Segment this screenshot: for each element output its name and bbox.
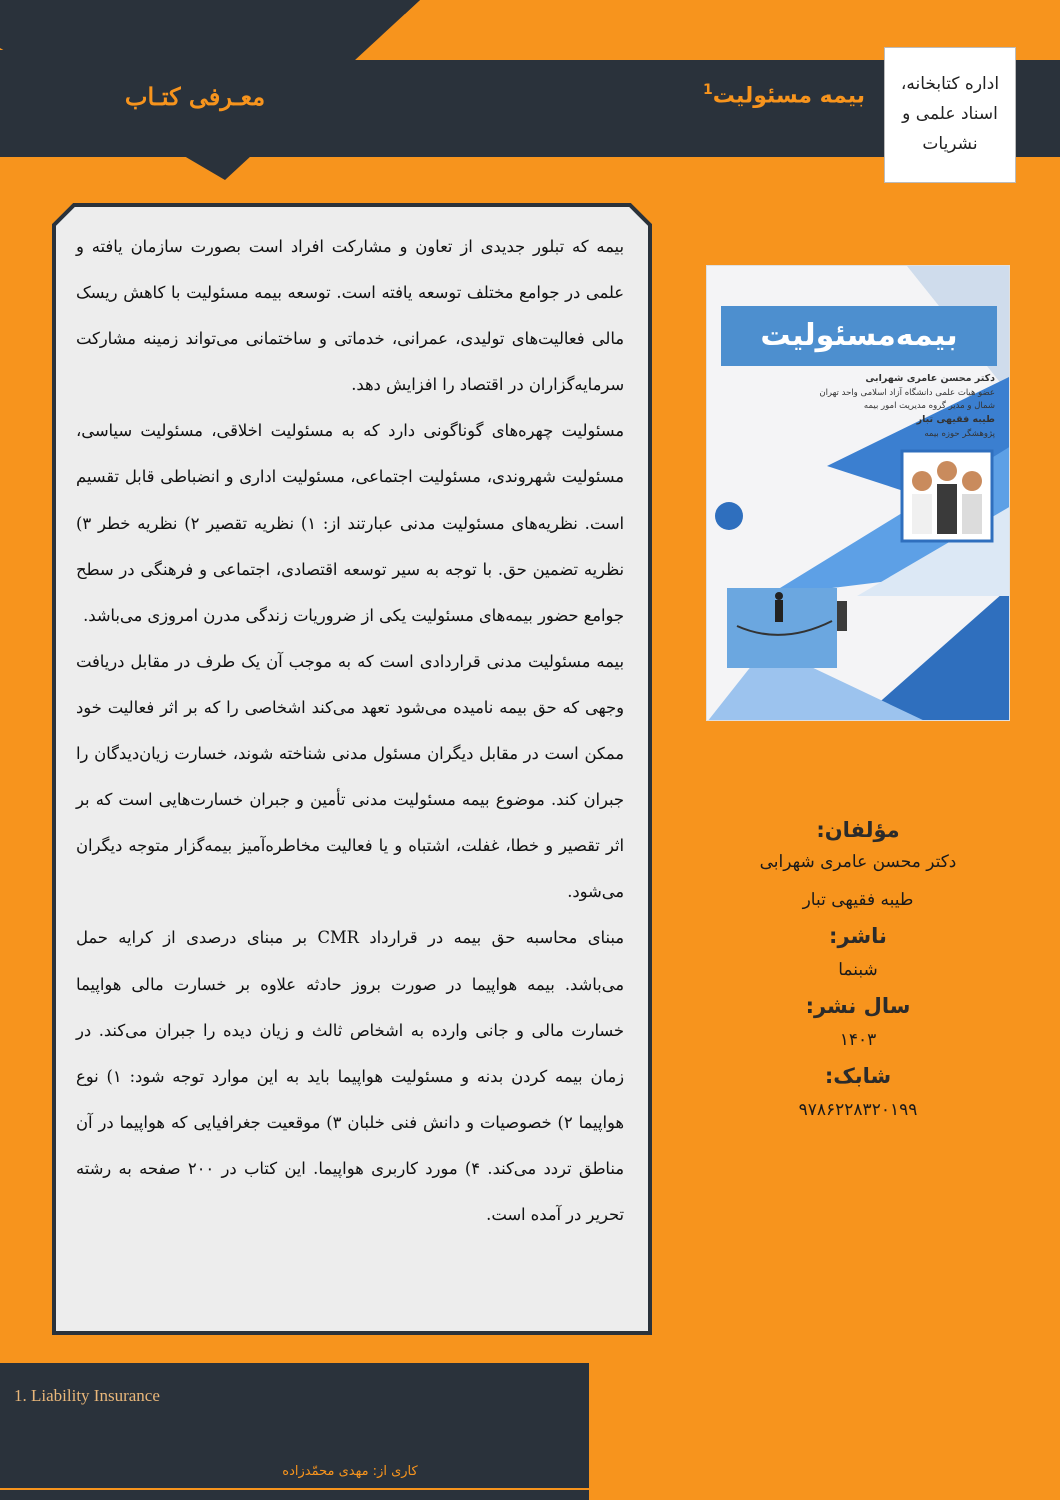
paragraph: مسئولیت چهره‌های گوناگونی دارد که به مسئولیت اخلاقی، مسئولیت سیاسی، مسئولیت شهروندی، مسئولیت اجتماعی، مسئولیت اداری و انضباطی قابل تقسیم است. نظریه‌های مسئولیت مدنی عبارتند از: ۱) نظریه تقصیر ۲) نظریه خطر ۳) نظریه تضمین حق. با توجه به سیر توسعه اقتصادی، اجتماعی و فرهنگی در سطح جوامع حضور بیمه‌های مسئولیت یکی از ضروریات زندگی مدرن امروزی می‌باشد. [76, 421, 624, 625]
publisher-label: ناشر: [829, 924, 887, 948]
cover-author2-role: پژوهشگر حوزه بیمه [924, 428, 995, 439]
footnote: 1. Liability Insurance [14, 1386, 160, 1405]
cover-author1-role: عضو هیات علمی دانشگاه آزاد اسلامی واحد تهران شمال و مدیر گروه مدیریت امور بیمه [819, 387, 995, 411]
year-label: سال نشر: [805, 994, 911, 1018]
publisher: شبنما [838, 960, 878, 980]
cover-author1: دکتر محسن عامری شهرابی [865, 373, 995, 384]
section-title: معـرفی کتـاب [124, 82, 266, 111]
paragraph: بیمه مسئولیت مدنی قراردادی است که به موجب آن یک طرف در مقابل دریافت وجهی که حق بیمه نامیده می‌شود تعهد می‌کند اشخاصی را که بر اثر فعالیت خود ممکن است در مقابل دیگران مسئول مدنی شناخته شوند، خسارت زیان‌دیدگان را جبران کند. موضوع بیمه مسئولیت مدنی تأمین و جبران خسارت‌هایی است که بر اثر تقصیر و خطا، غفلت، اشتباه و یا فعالیت مخاطره‌آمیز بیمه‌گزار متوجه دیگران می‌شود. [76, 651, 624, 902]
cover-title: بیمه‌مسئولیت [721, 306, 997, 366]
book-title [703, 82, 865, 108]
year: ۱۴۰۳ [839, 1030, 877, 1050]
isbn-label: شابک: [824, 1064, 892, 1088]
cover-author2: طیبه فقیهی تبار [916, 414, 995, 426]
department-box [884, 47, 1016, 183]
department-name: اداره کتابخانه، اسناد علمی و نشریات [900, 74, 1000, 154]
footer-bar [0, 1363, 589, 1500]
isbn: ۹۷۸۶۲۲۸۳۲۰۱۹۹ [798, 1100, 918, 1120]
paragraph: مبنای محاسبه حق بیمه در قرارداد CMR بر مبنای درصدی از کرایه حمل می‌باشد. بیمه هواپیما در صورت بروز حادثه علاوه بر خسارت مالی هواپیما خسارت مالی و جانی وارده به اشخاص ثالث و زیان دیده را جبران می‌کند. در زمان بیمه کردن بدنه و مسئولیت هواپیما باید به این موارد توجه شود: ۱) نوع هواپیما ۲) خصوصیات و دانش فنی خلبان ۳) موقعیت جغرافیایی که هواپیما در آن مناطق تردد می‌کند. ۴) مورد کاربری هواپیما. این کتاب در ۲۰۰ صفحه به رشته تحریر در آمده است. [76, 928, 625, 1224]
author-2: طیبه فقیهی تبار [802, 890, 914, 910]
footnote-marker: 1 [702, 82, 713, 98]
footer-line [0, 1488, 589, 1490]
book-title-text: بیمه مسئولیت [712, 83, 865, 109]
author-1: دکتر محسن عامری شهرابی [759, 852, 957, 872]
authors-label: مؤلفان: [816, 818, 900, 842]
cover-authors [815, 372, 995, 441]
book-cover-image [706, 265, 1010, 721]
credit: کاری از: مهدی محمّدزاده [282, 1464, 418, 1479]
paragraph: بیمه که تبلور جدیدی از تعاون و مشارکت افراد است بصورت سازمان یافته و علمی در جوامع مختلف توسعه یافته است. توسعه بیمه مسئولیت با کاهش ریسک مالی فعالیت‌های تولیدی، عمرانی، خدماتی و ساختمانی می‌تواند زمینه مشارکت سرمایه‌گزاران در اقتصاد را افزایش دهد. [76, 237, 624, 395]
book-details [706, 818, 1010, 1120]
article-body [76, 224, 624, 1304]
